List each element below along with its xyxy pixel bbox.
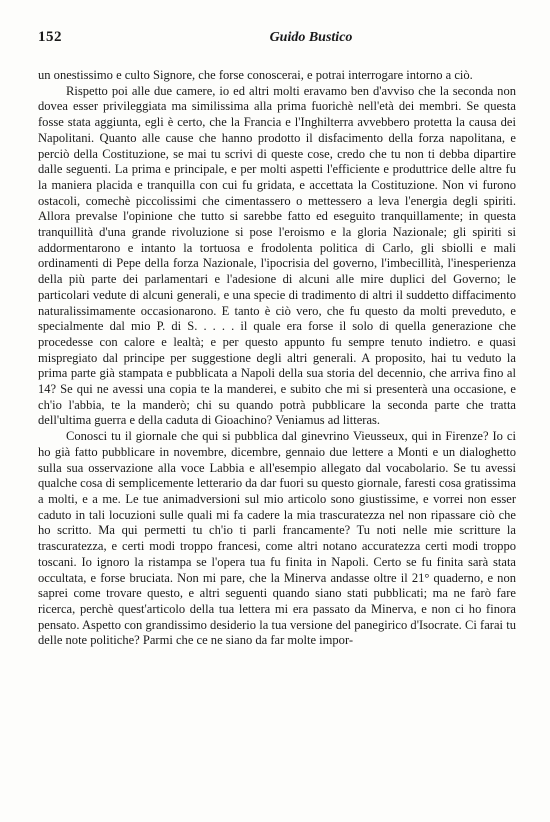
- paragraph-giornale: Conosci tu il giornale che qui si pubblica dal ginevrino Vieusseux, qui in Firenze? Io ci ho già fatto pubblicare in novembre, dicembre, gennaio due lettere a Monti e un dialoghetto sulla sua osservazione alla voce Labbia e all'esempio allegato dal vocabolario. Se tu avessi qualche cosa di semplicemente letterario da dar fuori su questo giornale, faresti cosa gratissima a molti, e a me. Le tue animadversioni sul mio articolo sono giustissime, e vorrei non esser caduto in tali locuzioni sulle quali mi fa cadere la mia trascuratezza nel non ripassare ciò che ho scritto. Ma qui permetti tu ch'io ti parli francamente? Tu noti nelle mie scritture la trascuratezza, e certi modi troppo francesi, come altri notano accuratezza certi modi troppo toscani. Io ignoro la ristampa se l'opera tua fu finita in Napoli. Certo se fu finita sarà stata occultata, e forse bruciata. Non mi pare, che la Minerva andasse oltre il 21° quaderno, e non saprei come trovare questo, e altri seguenti quando siano stati pubblicati; ma ne farò fare ricerca, perchè quest'articolo della tua lettera mi era passato da Minerva, e non ci ho finora pensato. Aspetto con grandissimo desiderio la tua versione del panegirico d'Isocrate. Ci farai tu delle note politiche? Parmi che ce ne siano da far molte impor-: [38, 429, 517, 648]
- running-title: Guido Bustico: [269, 30, 353, 45]
- page-header: [38, 29, 514, 51]
- page-number: 152: [38, 29, 62, 45]
- letter-body: [38, 68, 516, 649]
- paragraph-camere: Rispetto poi alle due camere, io ed altri molti eravamo ben d'avviso che la seconda non dovea esser privileggiata ma similissima alla prima fuorichè nell'età dei membri. Se questa fosse stata aggiunta, egli è certo, che la Francia e l'Inghilterra avvebbero protetta la causa dei Napolitani. Quanto alle cause che hanno prodotto il disfacimento della forza napolitana, e perciò della Costituzione, se mai tu scrivi di queste cose, credo che tu non ti debba dipartire dalle seguenti. La prima e principale, e per molti aspetti l'efficiente e produttrice delle altre fu la maniera placida e tranquilla con cui fu gridata, e accettata la Costituzione. Non vi furono ostacoli, comechè piccolissimi che cimentassero o mettessero a leva l'energia degli spiriti. Allora prevalse l'opinione che tutto si sarebbe fatto ed eseguito tranquillamente; in questa tranquillità d'una grande rivoluzione si pose l'eroismo e la gloria Nazionale; gli spiriti si addormentarono e intanto la tortuosa e frodolenta politica di Carlo, gli sbiolli e mali ordinamenti di Pepe della forza Nazionale, l'ipocrisia del governo, l'imbecillità, l'inesperienza della più parte dei parlamentari e l'adesione di alcuni alle mire duplici del Governo; le particolari vedute di alcuni generali, e una specie di tradimento di altri il suddetto diffacimento naturalissimamente occasionarono. E tanto è ciò vero, che fu questo da molti preveduto, e specialmente dal mio P. di S. . . . . il quale era forse il solo di quella generazione che procedesse con calore e lealtà; e per questo appunto fu sempre tenuto indietro. e quasi mispregiato dal principe per suggestione degli altri generali. A proposito, hai tu veduto la prima parte già stampata e pubblicata a Napoli della sua storia del decennio, che arriva fino al 14? Se qui ne avessi una copia te la manderei, e subito che mi si presenterà una occasione, e ch'io l'abbia, te la manderò; chi su quando potrà pubblicare la seconda parte che tratta dell'ultima guerra e della caduta di Gioachino? Veniamus ad litteras.: [38, 83, 516, 428]
- paragraph-continuation: un onestissimo e culto Signore, che forse conoscerai, e potrai interrogare intorno a ciò.: [38, 68, 473, 82]
